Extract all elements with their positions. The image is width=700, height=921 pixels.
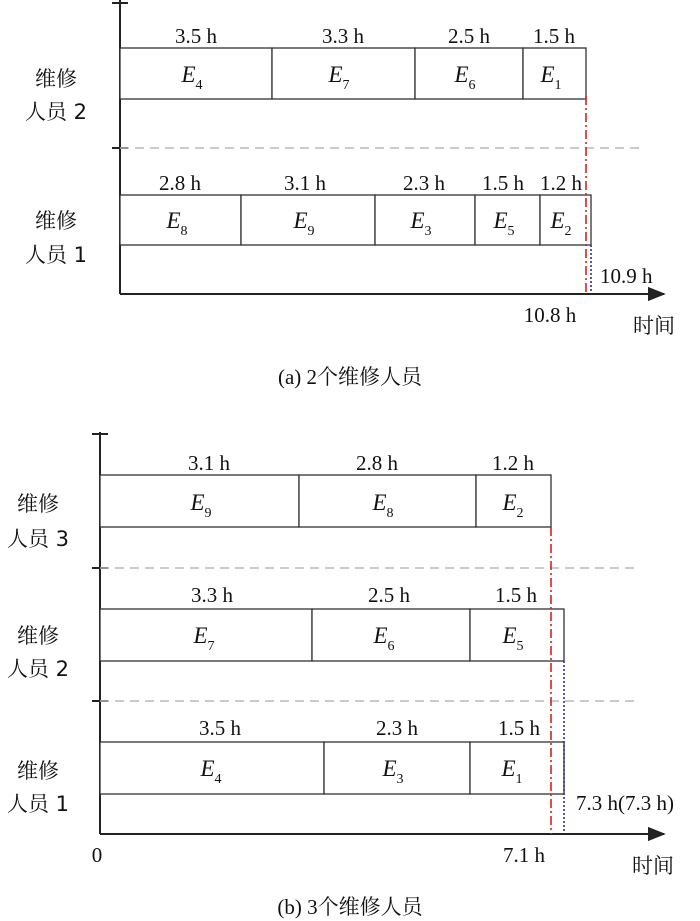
task-duration-label: 3.3 h <box>322 24 364 48</box>
task-label: $E_7$ <box>328 62 350 93</box>
task-duration-label: 1.5 h <box>498 716 540 740</box>
task-duration-label: 3.1 h <box>284 171 326 195</box>
task-duration-label: 1.5 h <box>482 171 524 195</box>
task-label: $E_2$ <box>502 490 524 521</box>
task-label: $E_5$ <box>502 623 524 654</box>
task-label: $E_9$ <box>190 490 212 521</box>
panel-a-worker-label: 维修 <box>35 67 77 91</box>
task-duration-label: 3.3 h <box>191 583 233 607</box>
panel-a-end-label-lower: 10.8 h <box>523 303 577 327</box>
panel-b-worker-label: 维修 <box>17 759 59 783</box>
task-duration-label: 2.8 h <box>159 171 201 195</box>
task-duration-label: 1.5 h <box>495 583 537 607</box>
panel-b-end-label-upper: 7.3 h(7.3 h) <box>576 791 674 815</box>
task-label: $E_6$ <box>454 62 476 93</box>
panel-a-worker-label: 人员 1 <box>24 243 88 267</box>
task-duration-label: 1.2 h <box>492 451 534 475</box>
task-duration-label: 2.3 h <box>376 716 418 740</box>
task-label: $E_6$ <box>373 623 395 654</box>
panel-b <box>7 432 674 919</box>
panel-a-axis-label: 时间 <box>633 314 675 338</box>
task-duration-label: 2.8 h <box>356 451 398 475</box>
panel-b-worker-label: 维修 <box>17 492 59 516</box>
task-label: $E_4$ <box>181 62 203 93</box>
panel-b-worker-label: 维修 <box>17 624 59 648</box>
task-duration-label: 2.3 h <box>403 171 445 195</box>
task-label: $E_8$ <box>166 208 188 239</box>
panel-a-end-label-upper: 10.9 h <box>600 264 653 288</box>
panel-a-worker-label: 人员 2 <box>24 100 88 124</box>
panel-a <box>25 0 675 389</box>
panel-b-origin-label: 0 <box>91 843 103 867</box>
task-duration-label: 3.5 h <box>199 716 241 740</box>
task-label: $E_4$ <box>200 756 222 787</box>
task-duration-label: 3.5 h <box>175 24 217 48</box>
task-duration-label: 2.5 h <box>368 583 410 607</box>
panel-b-end-label-lower: 7.1 h <box>503 843 545 867</box>
task-label: $E_9$ <box>293 208 315 239</box>
task-duration-label: 3.1 h <box>188 451 230 475</box>
task-label: $E_7$ <box>193 623 215 654</box>
task-label: $E_5$ <box>493 208 515 239</box>
panel-a-caption: (a) 2个维修人员 <box>277 365 423 389</box>
task-duration-label: 1.2 h <box>540 171 582 195</box>
task-duration-label: 2.5 h <box>448 24 490 48</box>
task-label: $E_8$ <box>372 490 394 521</box>
task-label: $E_3$ <box>382 756 404 787</box>
panel-b-axis-label: 时间 <box>632 854 674 878</box>
panel-b-caption: (b) 3个维修人员 <box>277 895 423 919</box>
task-label: $E_1$ <box>540 62 562 93</box>
task-label: $E_1$ <box>501 756 523 787</box>
panel-a-worker-label: 维修 <box>35 209 77 233</box>
panel-b-worker-label: 人员 1 <box>6 792 70 816</box>
task-label: $E_3$ <box>410 208 432 239</box>
panel-b-worker-label: 人员 2 <box>6 657 70 681</box>
task-duration-label: 1.5 h <box>533 24 575 48</box>
task-label: $E_2$ <box>550 208 572 239</box>
panel-b-worker-label: 人员 3 <box>6 527 70 551</box>
